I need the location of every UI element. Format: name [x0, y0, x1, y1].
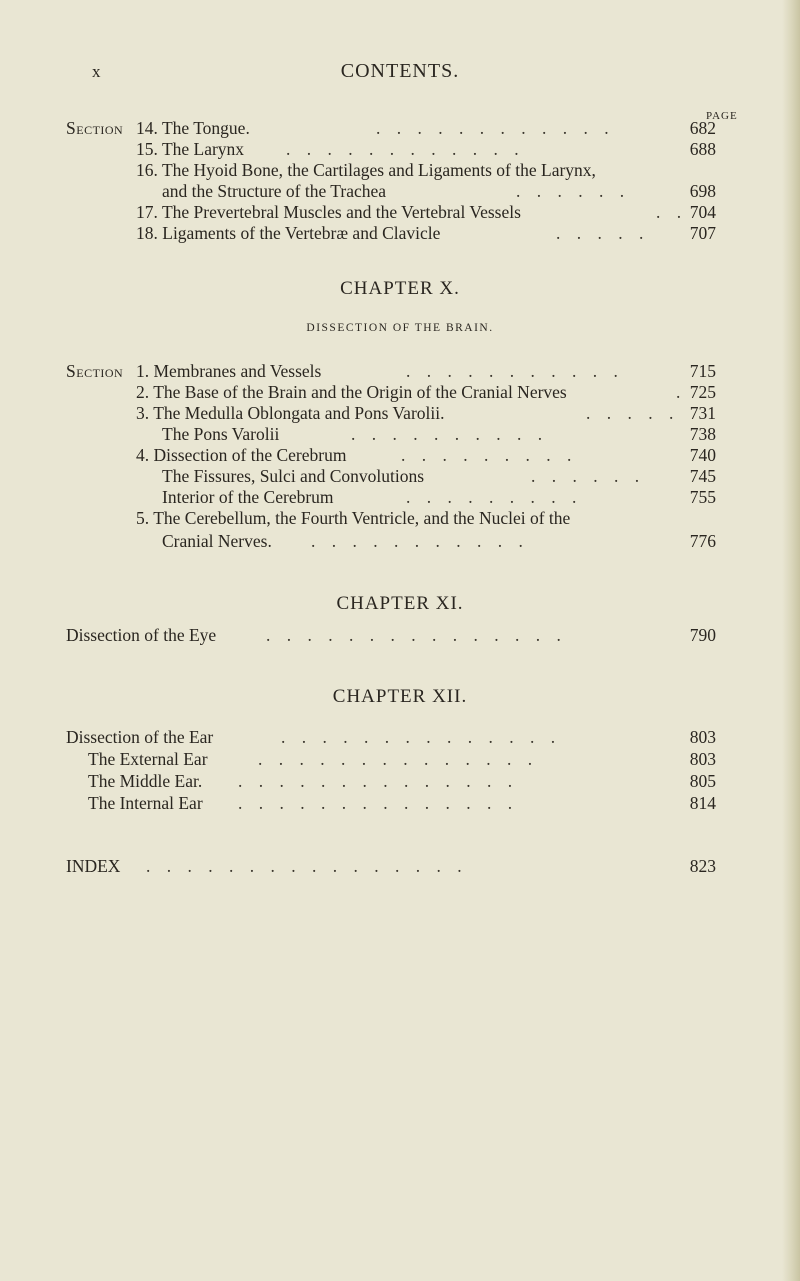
page-ref: 738 [689, 424, 716, 444]
toc-entry: Section 14. The Tongue. . . . . . . . . . . . . 682 [66, 118, 716, 138]
section-label: Section [66, 361, 124, 381]
toc-entry: Interior of the Cerebrum . . . . . . . . . 755 [162, 487, 716, 507]
toc-entry: The Pons Varolii . . . . . . . . . . 738 [162, 424, 716, 444]
toc-entry: 2. The Base of the Brain and the Origin of the Cranial Nerves . 725 [136, 382, 716, 402]
page-ref: 731 [689, 403, 716, 423]
page-ref: 682 [689, 118, 716, 138]
page-ref: 755 [689, 487, 716, 507]
toc-entry: 5. The Cerebellum, the Fourth Ventricle, and the Nuclei of the [136, 508, 571, 528]
toc-entry-index: INDEX . . . . . . . . . . . . . . . . 823 [66, 856, 716, 876]
page-ref: 803 [689, 727, 716, 747]
page-ref: 707 [689, 223, 716, 243]
page-ref: 805 [689, 771, 716, 791]
page-ref: 814 [689, 793, 716, 813]
toc-entry: The Middle Ear. . . . . . . . . . . . . . . 805 [88, 771, 716, 791]
toc-entry: 18. Ligaments of the Vertebræ and Clavicle . . . . . 707 [136, 223, 716, 243]
page-ref: 688 [689, 139, 716, 159]
toc-entry: 3. The Medulla Oblongata and Pons Varolii. . . . . . 731 [136, 403, 716, 423]
chapter-subtitle: DISSECTION OF THE BRAIN. [306, 322, 494, 334]
page-ref: 803 [689, 749, 716, 769]
toc-entry-continuation: and the Structure of the Trachea . . . . . . 698 [162, 181, 716, 201]
page-edge [782, 0, 800, 1281]
toc-entry: 15. The Larynx . . . . . . . . . . . . 688 [136, 139, 716, 159]
toc-entry: 17. The Prevertebral Muscles and the Vertebral Vessels . . 704 [136, 202, 716, 222]
page-number: x [92, 62, 101, 81]
running-title: CONTENTS. [340, 60, 460, 82]
page-ref: 725 [689, 382, 716, 402]
toc-entry: Section 1. Membranes and Vessels . . . . . . . . . . . 715 [66, 361, 716, 381]
toc-entry: The Fissures, Sulci and Convolutions . . . . . . 745 [162, 466, 716, 486]
toc-entry-continuation: Cranial Nerves. . . . . . . . . . . . 776 [162, 531, 716, 551]
toc-entry: 4. Dissection of the Cerebrum . . . . . . . . . 740 [136, 445, 716, 465]
page-ref: 823 [689, 856, 716, 876]
chapter-heading: CHAPTER XII. [332, 686, 468, 707]
page-ref: 776 [689, 531, 716, 551]
chapter-heading: CHAPTER X. [340, 278, 460, 299]
page-ref: 790 [689, 625, 716, 645]
toc-entry: The External Ear . . . . . . . . . . . . . . 803 [88, 749, 716, 769]
page-ref: 715 [689, 361, 716, 381]
page-ref: 745 [689, 466, 716, 486]
page-ref: 704 [689, 202, 716, 222]
page-ref: 698 [689, 181, 716, 201]
page-ref: 740 [689, 445, 716, 465]
toc-entry: The Internal Ear . . . . . . . . . . . . . . 814 [88, 793, 716, 813]
page-column-label: PAGE [706, 110, 738, 122]
chapter-heading: CHAPTER XI. [336, 593, 464, 614]
section-label: Section [66, 118, 124, 138]
toc-entry: Dissection of the Ear . . . . . . . . . . . . . . 803 [66, 727, 716, 747]
toc-entry: Dissection of the Eye . . . . . . . . . . . . . . . 790 [66, 625, 716, 645]
toc-entry: 16. The Hyoid Bone, the Cartilages and Ligaments of the Larynx, [136, 160, 596, 180]
